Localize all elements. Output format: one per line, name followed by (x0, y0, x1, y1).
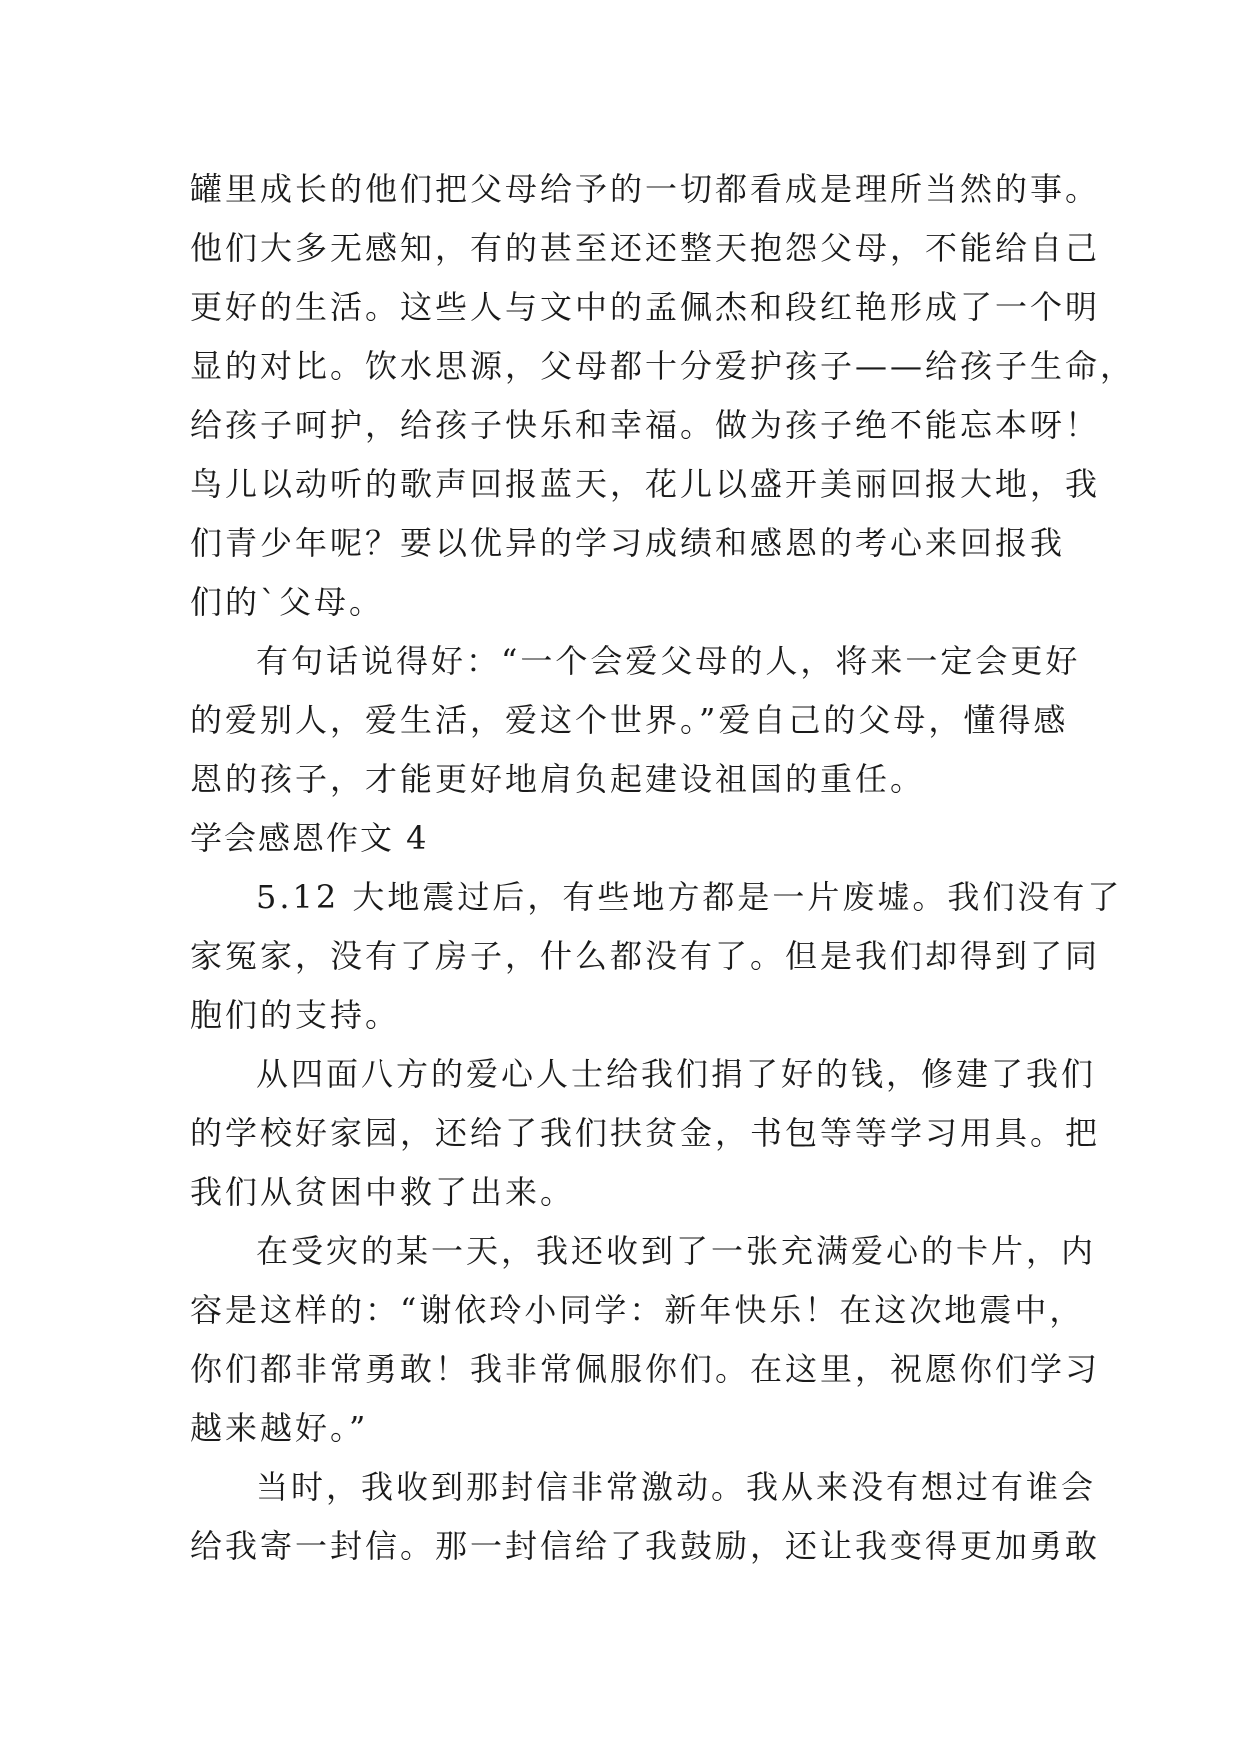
text-line: 你们都非常勇敢！我非常佩服你们。在这里，祝愿你们学习 (190, 1350, 1101, 1388)
text-line: 显的对比。饮水思源，父母都十分爱护孩子——给孩子生命， (190, 347, 1136, 385)
text-line: 家冤家，没有了房子，什么都没有了。但是我们却得到了同 (190, 937, 1101, 975)
paragraph-start-line: 5.12 大地震过后，有些地方都是一片废墟。我们没有了 (256, 878, 1123, 916)
text-line: 的爱别人，爱生活，爱这个世界。”爱自己的父母，懂得感 (190, 701, 1069, 739)
document-body (190, 160, 1136, 1576)
paragraph-start-line: 在受灾的某一天，我还收到了一张充满爱心的卡片，内 (256, 1232, 1097, 1270)
paragraph-start-line: 当时，我收到那封信非常激动。我从来没有想过有谁会 (256, 1468, 1097, 1506)
text-line: 我们从贫困中救了出来。 (190, 1173, 576, 1211)
text-line: 胞们的支持。 (190, 996, 401, 1034)
text-line: 罐里成长的他们把父母给予的一切都看成是理所当然的事。 (190, 170, 1101, 208)
text-line: 恩的孩子，才能更好地肩负起建设祖国的重任。 (190, 760, 926, 798)
text-line: 容是这样的：“谢依玲小同学：新年快乐！在这次地震中， (190, 1291, 1085, 1329)
paragraph-start-line: 有句话说得好：“一个会爱父母的人，将来一定会更好 (256, 642, 1081, 680)
text-line: 越来越好。” (190, 1409, 369, 1447)
text-line: 鸟儿以动听的歌声回报蓝天，花儿以盛开美丽回报大地，我 (190, 465, 1101, 503)
text-line: 们的`父母。 (190, 583, 385, 621)
text-line: 给孩子呵护，给孩子快乐和幸福。做为孩子绝不能忘本呀！ (190, 406, 1101, 444)
text-line: 给我寄一封信。那一封信给了我鼓励，还让我变得更加勇敢 (190, 1527, 1101, 1565)
text-line: 更好的生活。这些人与文中的孟佩杰和段红艳形成了一个明 (190, 288, 1101, 326)
text-line: 的学校好家园，还给了我们扶贫金，书包等等学习用具。把 (190, 1114, 1101, 1152)
text-line: 他们大多无感知，有的甚至还还整天抱怨父母，不能给自己 (190, 229, 1101, 267)
section-heading: 学会感恩作文 4 (190, 819, 429, 857)
paragraph-start-line: 从四面八方的爱心人士给我们捐了好的钱，修建了我们 (256, 1055, 1097, 1093)
text-line: 们青少年呢？要以优异的学习成绩和感恩的考心来回报我 (190, 524, 1066, 562)
